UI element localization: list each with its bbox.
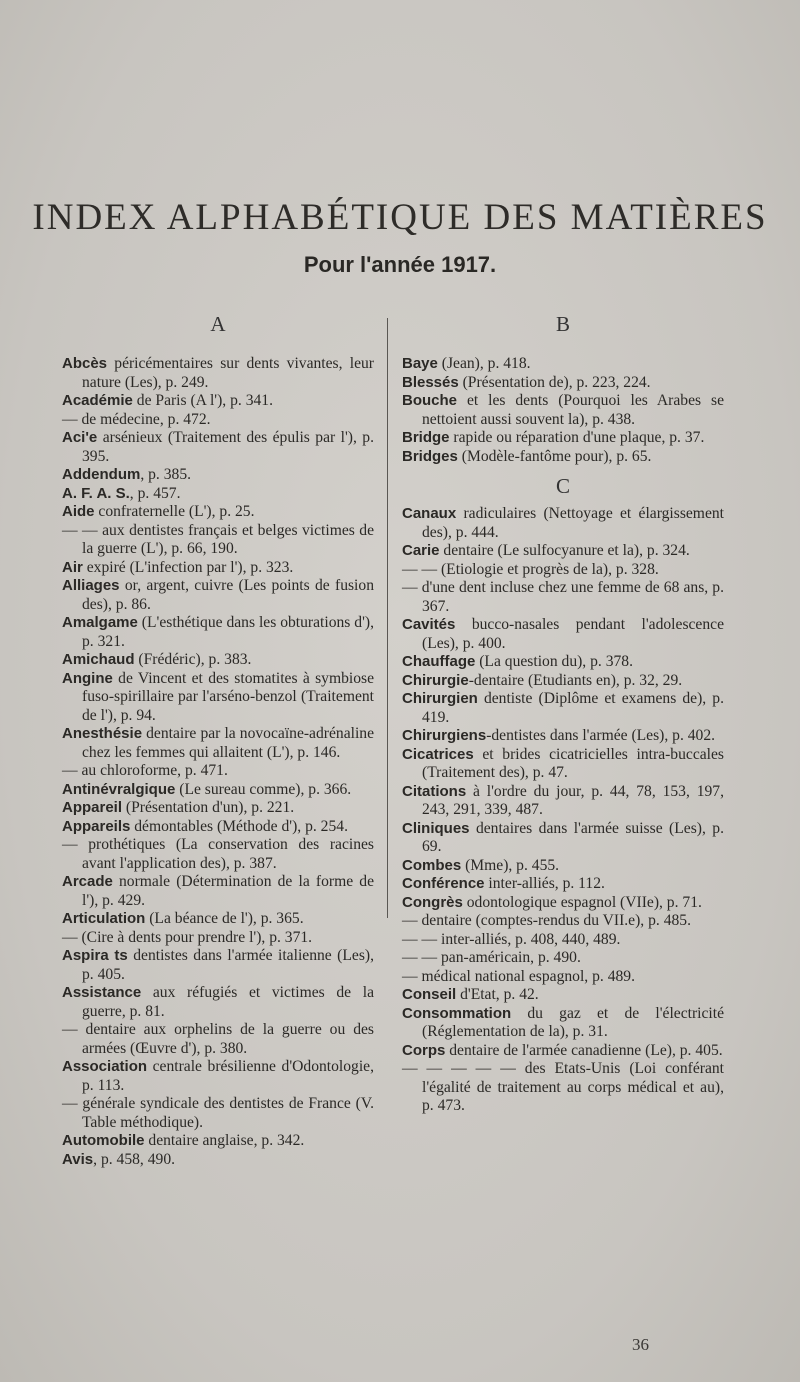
entry-term: Baye [402,355,438,372]
entries-a [62,355,374,1169]
entry-text: — d'une dent incluse chez une femme de 68 ans, p. 367. [402,579,724,615]
entry-text: (Mme), p. 455. [461,856,560,874]
index-entry [62,614,374,651]
entry-text: arsénieux (Traitement des épulis par l'), p. 395. [82,429,374,465]
entry-term: Automobile [62,1132,145,1149]
entry-text: (La question du), p. 378. [475,653,633,670]
index-entry [62,1058,374,1095]
entry-text: , p. 385. [140,466,192,483]
entry-text: — — — — — des Etats-Unis (Loi conférant l'égalité de traitement au corps médical et au), p. 473. [402,1060,724,1114]
index-entry [62,651,374,670]
section-letter-a: A [210,312,226,336]
index-entry [402,820,724,857]
entry-text: dentiste (Diplôme et examens de), p. 419. [422,690,724,726]
entry-term: Congrès [402,893,463,911]
entry-text: (La béance de l'), p. 365. [145,910,304,927]
entry-term: Chirurgiens [402,727,487,744]
index-entry [402,690,724,727]
entries-c [402,505,724,1116]
entry-term: Conseil [402,986,457,1003]
entry-text: (Jean), p. 418. [437,355,531,372]
entry-text: -dentaire (Etudiants en), p. 32, 29. [468,671,683,689]
index-entry [62,910,374,929]
index-entry [62,799,374,818]
entry-term: Association [62,1058,148,1075]
index-entry [62,836,374,873]
index-entry [402,561,724,580]
page-number: 36 [632,1335,649,1354]
index-entry [62,670,374,726]
entry-text: — (Cire à dents pour prendre l'), p. 371. [62,928,313,946]
entry-text: (Frédéric), p. 383. [134,651,252,668]
entry-text: (Modèle-fantôme pour), p. 65. [457,447,652,465]
entry-text: de Paris (A l'), p. 341. [132,392,273,409]
entry-text: or, argent, cuivre (Les points de fusion des), p. 86. [82,577,374,613]
entry-term: Appareil [62,799,123,816]
index-entry [402,931,724,950]
entry-term: Bouche [402,392,458,409]
entry-text: bucco-nasales pendant l'adolescence (Les), p. 400. [422,616,724,652]
index-entry [62,466,374,485]
index-entry [402,857,724,876]
entry-text: — — pan-américain, p. 490. [402,949,581,966]
index-entry [402,912,724,931]
index-entry [62,762,374,781]
entry-term: Académie [62,392,133,409]
entry-text: et les dents (Pourquoi les Arabes se nettoient aussi souvent la), p. 438. [422,392,724,428]
index-entry [62,1132,374,1151]
index-entry [62,873,374,910]
entry-text: — de médecine, p. 472. [62,410,211,428]
section-letter-c: C [555,474,570,498]
index-entry [402,1005,724,1042]
entry-text: d'Etat, p. 42. [456,986,539,1003]
entry-term: Combes [402,856,462,874]
entry-text: , p. 457. [129,484,181,502]
index-entry [402,875,724,894]
entry-term: Amichaud [62,651,135,668]
index-entry [402,505,724,542]
entry-text: — générale syndicale des dentistes de France (V. Table méthodique). [62,1095,374,1131]
left-column [62,312,374,1169]
index-entry [402,672,724,691]
index-entry [62,559,374,578]
entry-text: — — (Etiologie et progrès de la), p. 328. [402,560,659,578]
index-entry [62,522,374,559]
entry-text: — au chloroforme, p. 471. [62,762,228,779]
right-column [402,312,724,1116]
entry-term: Carie [402,542,440,559]
index-entry [62,725,374,762]
entry-term: Avis [62,1150,94,1168]
entry-text: radiculaires (Nettoyage et élargissement des), p. 444. [422,505,724,541]
index-entry [402,1042,724,1061]
entry-term: Assistance [62,984,142,1001]
index-entry [62,781,374,800]
entry-text: centrale brésilienne d'Odontologie, p. 113. [82,1058,374,1094]
entry-text: rapide ou réparation d'une plaque, p. 37. [449,429,705,446]
index-entry [62,818,374,837]
index-entry [402,429,724,448]
index-entry [62,947,374,984]
entry-text: démontables (Méthode d'), p. 254. [130,817,348,835]
index-entry [402,746,724,783]
entry-text: et brides cicatricielles intra-buccales (Traitement des), p. 47. [422,745,724,781]
entries-b [402,355,724,466]
entry-text: -dentistes dans l'armée (Les), p. 402. [486,727,716,744]
entry-term: Aide [62,503,95,520]
entry-text: péricémentaires sur dents vivantes, leur nature (Les), p. 249. [82,355,374,391]
entry-text: — médical national espagnol, p. 489. [402,967,635,985]
entry-text: (Le sureau comme), p. 366. [175,780,352,798]
entry-term: Chauffage [402,653,476,670]
index-entry [62,984,374,1021]
entry-text: dentaire anglaise, p. 342. [144,1132,305,1149]
entry-term: Arcade [62,873,113,890]
index-entry [62,577,374,614]
index-entry [62,1021,374,1058]
entry-text: — — inter-alliés, p. 408, 440, 489. [402,930,621,948]
entry-term: Blessés [402,373,459,391]
entry-term: Bridges [402,447,458,465]
section-letter-b: B [555,312,570,336]
index-entry [402,986,724,1005]
entry-text: aux réfugiés et victimes de la guerre, p. 81. [82,984,374,1020]
column-divider [387,318,388,918]
entry-term: Chirurgien [402,690,478,707]
index-entry [62,411,374,430]
index-entry [62,929,374,948]
entry-term: Citations [402,782,467,800]
entry-term: Bridge [402,429,450,446]
page-title: INDEX ALPHABÉTIQUE DES MATIÈRES [32,197,768,238]
index-entry [62,392,374,411]
index-entry [402,894,724,913]
index-entry [62,429,374,466]
entry-term: Abcès [62,355,108,372]
index-entry [402,616,724,653]
index-entry [402,542,724,561]
entry-text: — dentaire (comptes-rendus du VII.e), p. 485. [402,912,691,929]
entry-text: normale (Détermination de la forme de l'), p. 429. [82,873,374,909]
index-entry [402,783,724,820]
entry-term: Consommation [402,1004,512,1022]
index-entry [402,579,724,616]
index-entry [402,653,724,672]
entry-text: odontologique espagnol (VIIe), p. 71. [462,893,702,911]
entry-text: — dentaire aux orphelins de la guerre ou des armées (Œuvre d'), p. 380. [62,1021,374,1057]
entry-term: Amalgame [62,614,138,631]
entry-text: — — aux dentistes français et belges victimes de la guerre (L'), p. 66, 190. [62,521,374,557]
entry-term: Appareils [62,817,131,835]
entry-term: Aspira ts [62,947,128,964]
index-entry [62,485,374,504]
entry-text: — prothétiques (La conservation des racines avant l'application des), p. 387. [62,836,374,872]
entry-text: (L'esthétique dans les obturations d'), p. 321. [82,614,374,650]
index-entry [62,503,374,522]
index-entry [402,355,724,374]
entry-term: Conférence [402,875,485,892]
entry-term: Air [62,558,83,576]
index-entry [402,392,724,429]
entry-term: Cliniques [402,819,470,837]
index-entry [62,1151,374,1170]
entry-text: dentaires dans l'armée suisse (Les), p. 69. [422,819,724,855]
entry-term: Cicatrices [402,745,474,763]
entry-term: Antinévralgique [62,780,176,798]
entry-text: à l'ordre du jour, p. 44, 78, 153, 197, 243, 291, 339, 487. [422,782,724,818]
index-entry [402,1060,724,1116]
index-entry [402,727,724,746]
entry-term: Chirurgie [402,671,469,689]
entry-term: Alliages [62,577,120,594]
entry-term: A. F. A. S. [62,484,130,502]
index-entry [402,448,724,467]
entry-text: dentistes dans l'armée italienne (Les), p. 405. [82,947,374,983]
entry-text: (Présentation d'un), p. 221. [122,799,295,816]
entry-term: Articulation [62,910,146,927]
entry-text: inter-alliés, p. 112. [484,875,605,892]
index-entry [62,355,374,392]
index-entry [402,968,724,987]
entry-text: dentaire (Le sulfocyanure et la), p. 324. [439,542,690,559]
entry-term: Anesthésie [62,725,143,742]
page-subtitle: Pour l'année 1917. [303,252,497,277]
entry-term: Canaux [402,505,457,522]
entry-text: dentaire par la novocaïne-adrénaline chez les femmes qui allaitent (L'), p. 146. [82,725,374,761]
entry-term: Corps [402,1041,446,1059]
entry-term: Angine [62,669,113,687]
entry-term: Addendum [62,466,141,483]
entry-text: , p. 458, 490. [93,1150,176,1168]
entry-term: Cavités [402,616,456,633]
entry-text: du gaz et de l'électricité (Réglementation de la), p. 31. [422,1004,724,1040]
entry-text: (Présentation de), p. 223, 224. [458,373,651,391]
entry-term: Aci'e [62,429,98,446]
entry-text: expiré (L'infection par l'), p. 323. [82,558,294,576]
entry-text: confraternelle (L'), p. 25. [94,503,255,520]
index-entry [62,1095,374,1132]
entry-text: de Vincent et des stomatites à symbiose fuso-spirillaire par l'arséno-benzol (Traitement de l'), p. 94. [82,669,374,724]
index-entry [402,374,724,393]
index-entry [402,949,724,968]
entry-text: dentaire de l'armée canadienne (Le), p. 405. [445,1041,723,1059]
